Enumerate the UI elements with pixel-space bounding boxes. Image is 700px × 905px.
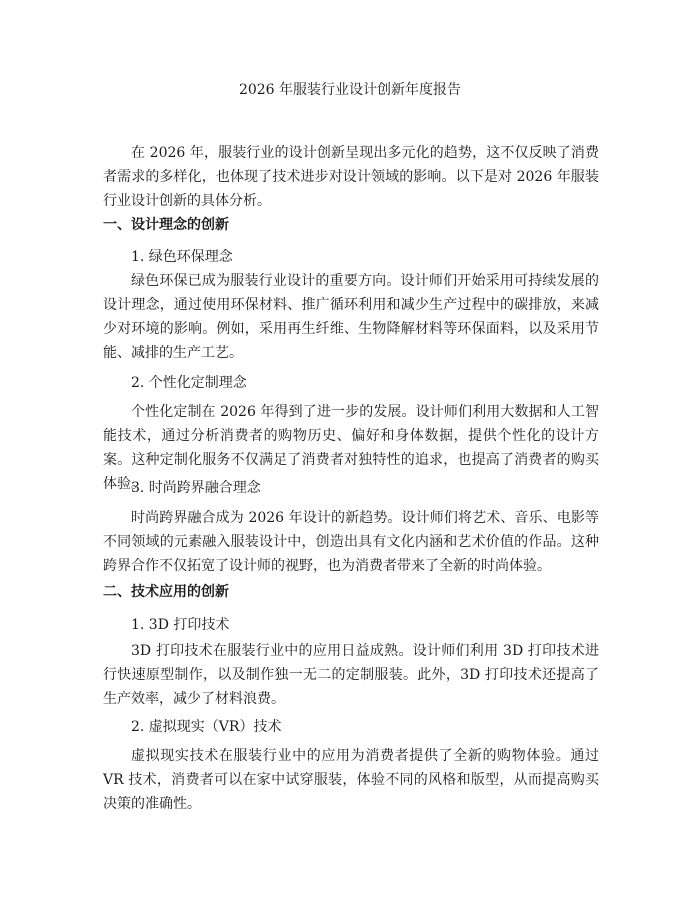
paragraph-crossover-fusion: 时尚跨界融合成为 2026 年设计的新趋势。设计师们将艺术、音乐、电影等不同领域的元素融入服装设计中，创造出具有文化内涵和艺术价值的作品。这种跨界合作不仅拓宽了设计师的视野，也为消费者带来了全新的时尚体验。: [103, 510, 599, 574]
paragraph-green-environmental: 绿色环保已成为服装行业设计的重要方向。设计师们开始采用可持续发展的设计理念，通过使用环保材料、推广循环利用和减少生产过程中的碳排放，来减少对环境的影响。例如，采用再生纤维、生物降解材料等环保面料，以及采用节能、减排的生产工艺。: [103, 273, 599, 361]
subheading-green-environmental: 1. 绿色环保理念: [131, 249, 233, 265]
section-heading-technology-applications: 二、技术应用的创新: [103, 584, 229, 600]
subheading-virtual-reality: 2. 虚拟现实（VR）技术: [131, 719, 282, 735]
paragraph-virtual-reality: 虚拟现实技术在服装行业中的应用为消费者提供了全新的购物体验。通过 VR 技术，消费者可以在家中试穿服装，体验不同的风格和版型，从而提高购买决策的准确性。: [103, 748, 599, 812]
paragraph-personalized-customization: 个性化定制在 2026 年得到了进一步的发展。设计师们利用大数据和人工智能技术，通过分析消费者的购物历史、偏好和身体数据，提供个性化的设计方案。这种定制化服务不仅满足了消费者对独特性的追求，也提高了消费者的购买体验。: [103, 404, 599, 492]
section-heading-design-concepts: 一、设计理念的创新: [103, 217, 229, 233]
intro-paragraph: 在 2026 年，服装行业的设计创新呈现出多元化的趋势，这不仅反映了消费者需求的多样化，也体现了技术进步对设计领域的影响。以下是对 2026 年服装行业设计创新的具体分析。: [103, 145, 599, 209]
subheading-crossover-fusion: 3. 时尚跨界融合理念: [131, 480, 261, 496]
paragraph-3d-printing: 3D 打印技术在服装行业中的应用日益成熟。设计师们利用 3D 打印技术进行快速原型制作，以及制作独一无二的定制服装。此外，3D 打印技术还提高了生产效率，减少了材料浪费。: [103, 643, 599, 707]
document-title: 2026 年服装行业设计创新年度报告: [238, 82, 462, 98]
subheading-3d-printing: 1. 3D 打印技术: [131, 617, 230, 633]
subheading-personalized-customization: 2. 个性化定制理念: [131, 375, 247, 391]
